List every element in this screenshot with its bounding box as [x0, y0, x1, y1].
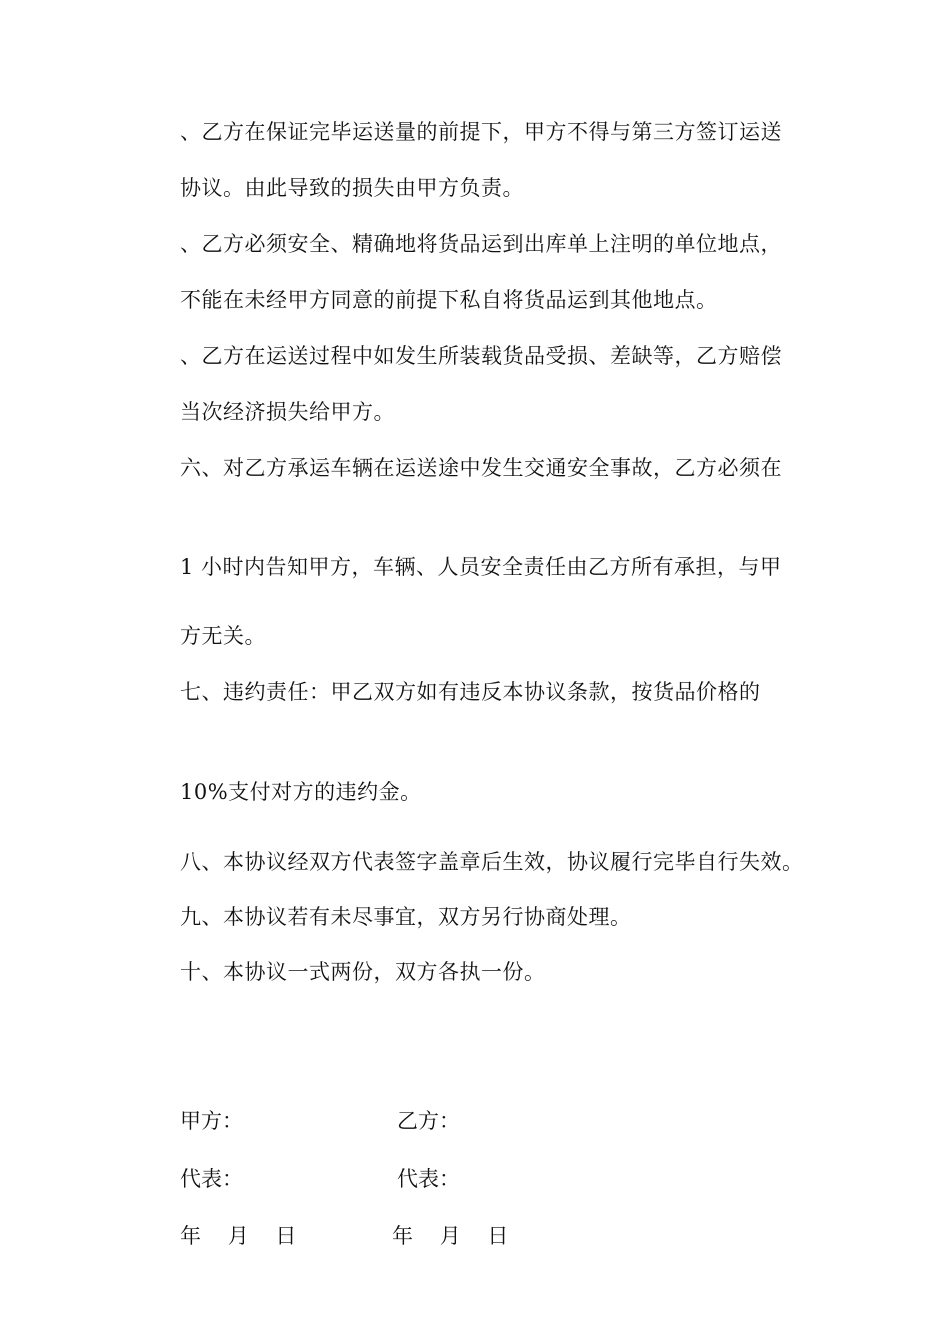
clause-line: 七、违约责任：甲乙双方如有违反本协议条款，按货品价格的: [180, 680, 761, 704]
date-a: 年 月 日: [180, 1224, 297, 1248]
clause-line: 协议。由此导致的损失由甲方负责。: [180, 176, 524, 200]
clause-line: 十、本协议一式两份，双方各执一份。: [180, 960, 546, 984]
party-a-label: 甲方：: [180, 1109, 243, 1133]
clause-line: 、乙方在运送过程中如发生所装载货品受损、差缺等，乙方赔偿: [180, 344, 782, 368]
clause-line: 、乙方在保证完毕运送量的前提下，甲方不得与第三方签订运送: [180, 120, 782, 144]
clause-line: 方无关。: [180, 624, 266, 648]
clause-line: 不能在未经甲方同意的前提下私自将货品运到其他地点。: [180, 288, 718, 312]
party-b-label: 乙方：: [397, 1109, 460, 1133]
representative-b-label: 代表：: [397, 1167, 460, 1191]
clause-line: 1 小时内告知甲方，车辆、人员安全责任由乙方所有承担，与甲: [180, 555, 782, 579]
clause-line: 九、本协议若有未尽事宜，双方另行协商处理。: [180, 905, 632, 929]
clause-line: 当次经济损失给甲方。: [180, 400, 395, 424]
date-b: 年 月 日: [392, 1224, 509, 1248]
clause-line: 六、对乙方承运车辆在运送途中发生交通安全事故，乙方必须在: [180, 456, 782, 480]
clause-line: 10%支付对方的违约金。: [180, 780, 422, 804]
clause-line: 八、本协议经双方代表签字盖章后生效，协议履行完毕自行失效。: [180, 850, 804, 874]
clause-line: 、乙方必须安全、精确地将货品运到出库单上注明的单位地点，: [180, 232, 782, 256]
representative-a-label: 代表：: [180, 1167, 243, 1191]
